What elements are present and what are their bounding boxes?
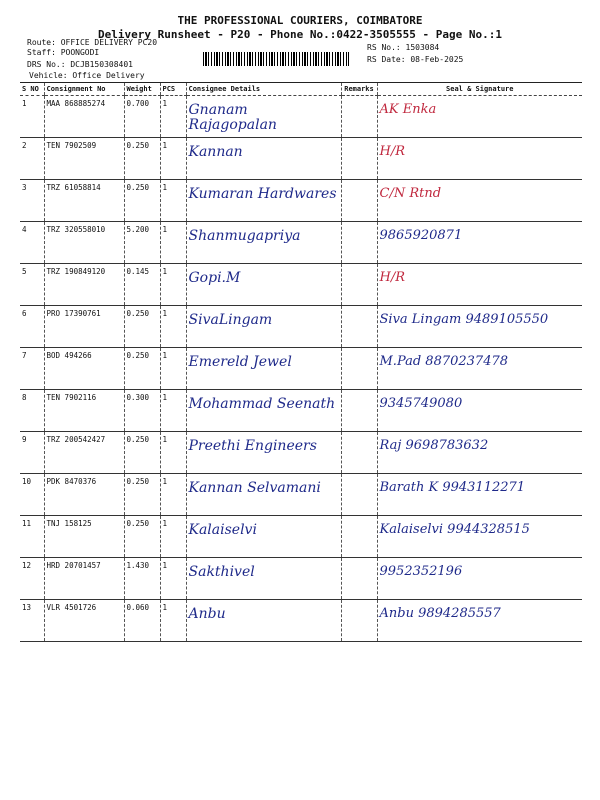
row-signature-cell [377,138,582,180]
row-sno-cell [20,432,44,474]
barcode [203,52,349,66]
row-consignee-name: Kannan Selvamani [188,480,321,496]
row-signature: 9865920871 [379,228,463,243]
table-row [20,348,582,390]
row-pcs: 1 [162,267,168,276]
row-pcs: 1 [162,393,168,402]
col-header-weight: Weight [124,83,160,96]
row-consignee-name-cell [186,96,341,138]
row-weight-cell [124,306,160,348]
col-header-consignee: Consignee Details [186,83,341,96]
row-consignment-no-cell [44,558,124,600]
row-pcs: 1 [162,309,168,318]
row-sno-cell [20,516,44,558]
row-remarks-cell [341,390,377,432]
row-consignee-name: Preethi Engineers [188,438,317,454]
row-consignee-name-cell [186,222,341,264]
row-weight-cell [124,474,160,516]
row-weight: 1.430 [126,561,150,570]
row-weight-cell [124,558,160,600]
row-sno: 9 [22,435,27,444]
row-pcs: 1 [162,141,168,150]
row-sno-cell [20,600,44,642]
row-remarks-cell [341,348,377,390]
row-weight: 5.200 [126,225,150,234]
row-signature: C/N Rtnd [379,186,442,201]
row-pcs-cell [160,264,186,306]
row-sno: 6 [22,309,27,318]
row-weight: 0.250 [126,351,150,360]
company-title: THE PROFESSIONAL COURIERS, COIMBATORE [177,14,423,27]
runsheet-subtitle: Delivery Runsheet - P20 - Phone No.:0422-3505555 - Page No.:1 [98,28,502,41]
row-signature: Siva Lingam 9489105550 [379,312,549,327]
row-consignment-no-cell [44,474,124,516]
row-sno: 12 [22,561,32,570]
rs-number: RS No.: 1503084 [367,43,440,52]
row-consignment-no: PRO 17390761 [46,309,101,318]
row-consignee-name: SivaLingam [188,312,273,328]
row-pcs-cell [160,390,186,432]
row-pcs-cell [160,96,186,138]
row-weight-cell [124,516,160,558]
table-row [20,138,582,180]
table-row [20,222,582,264]
row-consignment-no-cell [44,432,124,474]
row-sno-cell [20,390,44,432]
row-consignee-name-cell [186,516,341,558]
col-header-remarks: Remarks [341,83,377,96]
row-pcs-cell [160,138,186,180]
row-consignee-name: Kannan [188,144,243,160]
row-sno: 7 [22,351,27,360]
row-signature: 9345749080 [379,396,463,411]
row-weight-cell [124,600,160,642]
row-consignment-no: TNJ 158125 [46,519,92,528]
row-weight-cell [124,264,160,306]
row-consignment-no-cell [44,390,124,432]
col-header-consignment: Consignment No [44,83,124,96]
row-weight-cell [124,432,160,474]
row-pcs: 1 [162,225,168,234]
table-row [20,516,582,558]
row-signature-cell [377,516,582,558]
row-consignee-name-cell [186,348,341,390]
row-remarks-cell [341,96,377,138]
row-consignee-name: Anbu [188,606,226,622]
row-pcs: 1 [162,477,168,486]
row-pcs-cell [160,558,186,600]
row-signature-cell [377,264,582,306]
table-row [20,600,582,642]
row-consignment-no-cell [44,180,124,222]
row-weight: 0.250 [126,309,150,318]
row-consignee-name-cell [186,138,341,180]
row-pcs: 1 [162,351,168,360]
row-remarks-cell [341,180,377,222]
row-signature: M.Pad 8870237478 [379,354,509,369]
row-consignee-name-cell [186,390,341,432]
row-consignee-name: Kumaran Hardwares [188,186,337,202]
row-consignee-name: Kalaiselvi [188,522,257,538]
row-consignment-no: BOD 494266 [46,351,92,360]
table-row [20,96,582,138]
row-consignee-name: Gnanam Rajagopalan [188,102,277,133]
row-sno-cell [20,96,44,138]
row-consignment-no-cell [44,264,124,306]
row-remarks-cell [341,516,377,558]
row-consignment-no: TRZ 61058814 [46,183,101,192]
row-signature-cell [377,222,582,264]
row-sno-cell [20,138,44,180]
row-weight: 0.700 [126,99,150,108]
row-sno-cell [20,264,44,306]
row-consignment-no-cell [44,600,124,642]
table-row [20,180,582,222]
row-weight: 0.250 [126,477,150,486]
row-pcs-cell [160,222,186,264]
row-signature: Kalaiselvi 9944328515 [379,522,530,537]
col-header-sno: S NO [20,83,44,96]
row-pcs: 1 [162,99,168,108]
row-weight-cell [124,222,160,264]
row-weight-cell [124,138,160,180]
row-pcs-cell [160,432,186,474]
row-pcs: 1 [162,603,168,612]
row-signature-cell [377,348,582,390]
row-sno: 13 [22,603,32,612]
row-pcs: 1 [162,435,168,444]
row-weight-cell [124,348,160,390]
row-consignment-no-cell [44,306,124,348]
row-remarks-cell [341,558,377,600]
drs-number: DRS No.: DCJB150308401 [27,60,133,69]
row-signature-cell [377,600,582,642]
row-consignment-no: TEN 7902116 [46,393,97,402]
row-consignee-name: Sakthivel [188,564,255,580]
staff-label: Staff: POONGODI [27,48,100,57]
row-remarks-cell [341,264,377,306]
row-remarks-cell [341,138,377,180]
row-consignee-name-cell [186,180,341,222]
row-consignment-no-cell [44,348,124,390]
row-pcs-cell [160,348,186,390]
row-remarks-cell [341,600,377,642]
row-pcs: 1 [162,519,168,528]
row-sno: 3 [22,183,27,192]
row-weight: 0.060 [126,603,150,612]
row-pcs-cell [160,600,186,642]
row-weight: 0.250 [126,141,150,150]
row-signature-cell [377,558,582,600]
row-sno: 1 [22,99,27,108]
row-consignment-no-cell [44,138,124,180]
row-signature: 9952352196 [379,564,463,579]
row-sno: 11 [22,519,32,528]
row-sno-cell [20,558,44,600]
row-consignee-name-cell [186,558,341,600]
row-consignment-no: MAA 868885274 [46,99,106,108]
row-pcs-cell [160,474,186,516]
row-signature: H/R [379,144,406,159]
row-sno: 4 [22,225,27,234]
row-consignment-no: TRZ 320558010 [46,225,106,234]
row-consignment-no: VLR 4501726 [46,603,97,612]
row-consignment-no: TEN 7902509 [46,141,97,150]
row-consignment-no-cell [44,96,124,138]
row-signature-cell [377,306,582,348]
row-sno: 10 [22,477,32,486]
row-sno: 8 [22,393,27,402]
row-sno-cell [20,348,44,390]
col-header-pcs: PCS [160,83,186,96]
table-row [20,306,582,348]
row-signature-cell [377,432,582,474]
row-sno-cell [20,222,44,264]
row-consignee-name-cell [186,264,341,306]
route-label: Route: OFFICE DELIVERY PC20 [27,38,158,47]
col-header-seal: Seal & Signature [377,83,582,96]
vehicle-label: Vehicle: Office Delivery [29,71,145,80]
row-sno-cell [20,306,44,348]
table-header-row [20,83,582,96]
row-consignment-no-cell [44,222,124,264]
table-row [20,558,582,600]
row-signature: Anbu 9894285557 [379,606,501,621]
row-remarks-cell [341,306,377,348]
row-weight-cell [124,180,160,222]
table-row [20,390,582,432]
row-weight-cell [124,96,160,138]
row-consignee-name-cell [186,600,341,642]
row-weight: 0.300 [126,393,150,402]
row-consignee-name: Emereld Jewel [188,354,292,370]
row-consignment-no-cell [44,516,124,558]
row-sno: 5 [22,267,27,276]
row-consignment-no: PDK 8470376 [46,477,97,486]
row-pcs: 1 [162,183,168,192]
rs-date: RS Date: 08-Feb-2025 [367,55,464,64]
row-sno-cell [20,180,44,222]
row-weight: 0.145 [126,267,150,276]
table-row [20,432,582,474]
row-consignment-no: TRZ 190849120 [46,267,106,276]
row-remarks-cell [341,222,377,264]
row-weight: 0.250 [126,435,150,444]
row-pcs-cell [160,306,186,348]
row-signature: Barath K 9943112271 [379,480,526,495]
row-consignment-no: HRD 20701457 [46,561,101,570]
table-row [20,474,582,516]
row-consignee-name: Shanmugapriya [188,228,301,244]
row-weight-cell [124,390,160,432]
table-row [20,264,582,306]
row-signature: H/R [379,270,406,285]
row-remarks-cell [341,474,377,516]
row-consignee-name: Gopi.M [188,270,241,286]
row-signature-cell [377,96,582,138]
row-weight: 0.250 [126,519,150,528]
row-consignment-no: TRZ 200542427 [46,435,106,444]
row-sno: 2 [22,141,27,150]
row-consignee-name-cell [186,432,341,474]
row-signature-cell [377,474,582,516]
runsheet-table [20,82,582,642]
row-sno-cell [20,474,44,516]
row-signature: AK Enka [379,102,437,117]
row-consignee-name: Mohammad Seenath [188,396,336,412]
row-pcs-cell [160,180,186,222]
row-signature-cell [377,390,582,432]
row-signature: Raj 9698783632 [379,438,489,453]
row-remarks-cell [341,432,377,474]
row-pcs-cell [160,516,186,558]
row-signature-cell [377,180,582,222]
row-consignee-name-cell [186,306,341,348]
row-weight: 0.250 [126,183,150,192]
row-consignee-name-cell [186,474,341,516]
row-pcs: 1 [162,561,168,570]
